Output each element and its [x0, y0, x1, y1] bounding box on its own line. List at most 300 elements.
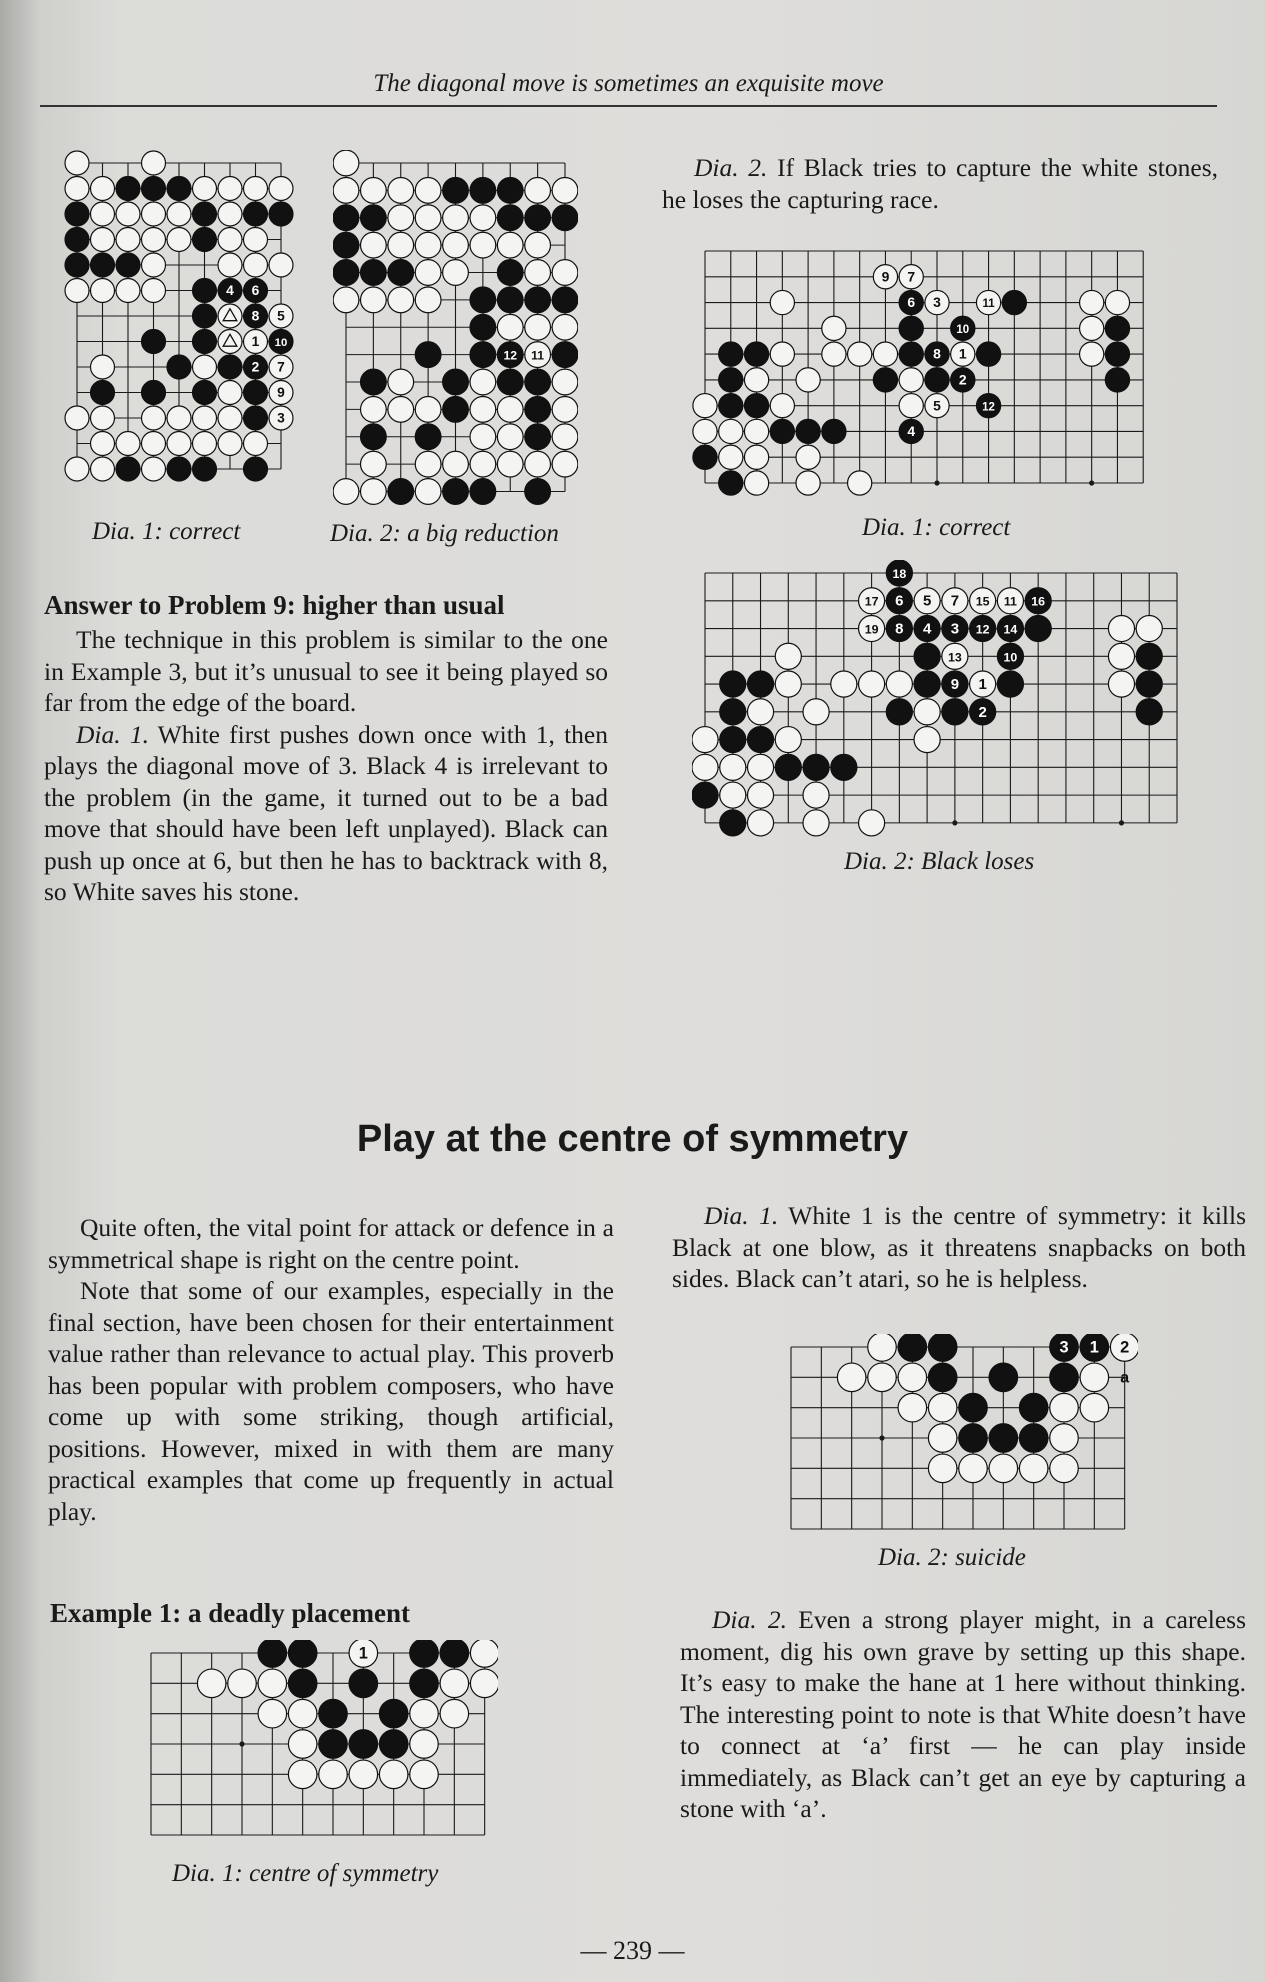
move-number: 4	[922, 620, 932, 638]
white-stone	[218, 432, 242, 456]
black-stone	[886, 699, 912, 725]
dia-ref: Dia. 2.	[712, 1605, 788, 1634]
black-stone	[1019, 1393, 1048, 1422]
black-stone	[989, 1363, 1018, 1392]
black-stone	[470, 342, 496, 368]
move-number: 1	[358, 1644, 368, 1663]
white-stone	[415, 287, 441, 313]
white-stone	[218, 381, 242, 405]
white-stone	[848, 471, 872, 495]
black-stone	[525, 424, 551, 450]
hoshi-point	[879, 1435, 884, 1440]
black-stone	[899, 316, 923, 340]
white-stone	[770, 394, 794, 418]
black-stone	[193, 381, 217, 405]
page-number: — 239 —	[580, 1936, 685, 1965]
white-stone	[837, 1363, 866, 1392]
move-number: 7	[907, 268, 916, 285]
black-stone	[693, 445, 717, 469]
black-stone	[361, 205, 387, 231]
go-board	[692, 238, 1190, 496]
white-stone	[244, 253, 268, 277]
white-stone	[692, 754, 718, 780]
white-stone	[415, 451, 441, 477]
black-stone	[719, 342, 743, 366]
white-stone	[258, 1669, 287, 1698]
black-stone	[989, 1424, 1018, 1453]
white-stone	[258, 1699, 287, 1728]
white-stone	[525, 260, 551, 286]
white-stone	[497, 232, 523, 258]
black-stone	[719, 368, 743, 392]
black-stone	[193, 304, 217, 328]
black-stone	[720, 727, 746, 753]
white-stone	[65, 151, 89, 175]
black-stone	[552, 205, 578, 231]
white-stone	[859, 671, 885, 697]
move-number: 17	[864, 594, 879, 609]
black-stone	[269, 202, 293, 226]
white-stone	[803, 782, 829, 808]
dia2-text	[662, 152, 1218, 215]
move-number: 4	[907, 423, 916, 440]
white-stone	[319, 1760, 348, 1789]
diagram-caption: Dia. 2: a big reduction	[330, 520, 559, 547]
paragraph-text: Even a strong player might, in a careless moment, dig his own grave by setting up this shape. It’s easy to make the hane at 1 here without thinking. The interesting point to note is that White doesn’t have to connect at ‘a’ first — he can play inside immediately, as Black can’t get an eye by capturing a stone with ‘a’.	[680, 1605, 1247, 1823]
white-stone	[747, 782, 773, 808]
black-stone	[803, 754, 829, 780]
white-stone	[218, 228, 242, 252]
black-stone	[1019, 1424, 1048, 1453]
move-number: 9	[881, 268, 890, 285]
move-number: 12	[982, 401, 995, 414]
black-stone	[925, 368, 949, 392]
black-stone	[928, 1363, 957, 1392]
white-stone	[288, 1699, 317, 1728]
move-number: 5	[922, 592, 932, 610]
hoshi-point	[239, 1741, 244, 1746]
white-stone	[747, 810, 773, 836]
white-stone	[796, 471, 820, 495]
white-stone	[388, 369, 414, 395]
white-stone	[899, 368, 923, 392]
white-stone	[388, 232, 414, 258]
move-number: 1	[958, 345, 967, 362]
black-stone	[720, 671, 746, 697]
black-stone	[942, 699, 968, 725]
move-number: 5	[277, 308, 285, 324]
black-stone	[443, 369, 469, 395]
black-stone	[747, 727, 773, 753]
black-stone	[747, 671, 773, 697]
white-stone	[361, 451, 387, 477]
black-stone	[415, 342, 441, 368]
white-stone	[552, 424, 578, 450]
white-stone	[333, 287, 359, 313]
move-number: 6	[895, 592, 904, 610]
white-stone	[91, 228, 115, 252]
white-stone	[65, 457, 89, 481]
black-stone	[379, 1699, 408, 1728]
white-stone	[959, 1454, 988, 1483]
white-stone	[142, 457, 166, 481]
white-stone	[868, 1334, 897, 1361]
black-stone	[415, 424, 441, 450]
white-stone	[1105, 290, 1129, 314]
white-stone	[822, 316, 846, 340]
black-stone	[410, 1669, 439, 1698]
white-stone	[747, 754, 773, 780]
white-stone	[873, 342, 897, 366]
black-stone	[959, 1393, 988, 1422]
white-stone	[497, 314, 523, 340]
black-stone	[244, 457, 268, 481]
black-stone	[91, 381, 115, 405]
white-stone	[1050, 1454, 1079, 1483]
white-stone	[333, 150, 359, 176]
black-stone	[1105, 316, 1129, 340]
black-stone	[1105, 342, 1129, 366]
white-stone	[288, 1730, 317, 1759]
white-stone	[193, 355, 217, 379]
paragraph-text: White 1 is the centre of symmetry: it kills Black at one blow, as it threatens snapbacks on both sides. Black can’t atari, so he is helpless.	[672, 1201, 1246, 1293]
black-stone	[719, 471, 743, 495]
white-stone	[440, 1699, 469, 1728]
paragraph: Note that some of our examples, especially in the final section, have been chosen for their entertainment value rather than relevance to actual play. This proverb has been popular with problem composers, who have come up with some striking, though artificial, positions. However, mixed in with them are many practical examples that come up frequently in actual play.	[48, 1276, 614, 1526]
white-stone	[1080, 1393, 1109, 1422]
black-stone	[497, 205, 523, 231]
white-stone	[193, 177, 217, 201]
move-number: 1	[251, 334, 260, 350]
black-stone	[258, 1640, 287, 1667]
black-stone	[244, 406, 268, 430]
white-stone	[775, 727, 801, 753]
move-number: 15	[975, 594, 990, 609]
black-stone	[873, 368, 897, 392]
black-stone	[349, 1730, 378, 1759]
white-stone	[1019, 1454, 1048, 1483]
white-stone	[552, 178, 578, 204]
move-number: 8	[251, 308, 260, 324]
black-stone	[288, 1640, 317, 1667]
black-stone	[167, 355, 191, 379]
black-stone	[361, 424, 387, 450]
white-stone	[218, 406, 242, 430]
white-stone	[775, 643, 801, 669]
white-stone	[868, 1363, 897, 1392]
black-stone	[470, 479, 496, 505]
black-stone	[719, 394, 743, 418]
black-stone	[959, 1424, 988, 1453]
white-stone	[744, 471, 768, 495]
white-stone	[693, 394, 717, 418]
white-stone	[470, 232, 496, 258]
black-stone	[470, 314, 496, 340]
black-stone	[388, 479, 414, 505]
move-number: 2	[251, 359, 260, 375]
diagram-caption: Dia. 2: Black loses	[844, 848, 1035, 875]
diagram-caption: Dia. 1: correct	[92, 518, 241, 545]
white-stone	[142, 253, 166, 277]
white-stone	[720, 782, 746, 808]
white-stone	[525, 451, 551, 477]
black-stone	[1002, 290, 1026, 314]
white-stone	[848, 342, 872, 366]
white-stone	[91, 457, 115, 481]
go-board	[692, 560, 1190, 838]
white-stone	[443, 205, 469, 231]
point-label: a	[1120, 1369, 1130, 1387]
white-stone	[744, 419, 768, 443]
move-number: 5	[933, 397, 941, 414]
hoshi-point	[1089, 480, 1094, 485]
black-stone	[193, 279, 217, 303]
diagram-caption: Dia. 2: suicide	[878, 1544, 1026, 1571]
white-stone	[747, 699, 773, 725]
black-stone	[775, 754, 801, 780]
black-stone	[65, 228, 89, 252]
white-stone	[525, 178, 551, 204]
black-stone	[1025, 615, 1051, 641]
black-stone	[361, 369, 387, 395]
white-stone	[1050, 1393, 1079, 1422]
black-stone	[928, 1334, 957, 1361]
white-stone	[1080, 1363, 1109, 1392]
white-stone	[552, 260, 578, 286]
white-stone	[218, 177, 242, 201]
white-stone	[167, 202, 191, 226]
white-stone	[142, 432, 166, 456]
white-stone	[361, 232, 387, 258]
white-stone	[218, 202, 242, 226]
white-stone	[1108, 643, 1134, 669]
white-stone	[928, 1424, 957, 1453]
white-stone	[65, 406, 89, 430]
white-stone	[552, 369, 578, 395]
white-stone	[470, 205, 496, 231]
go-board	[778, 1334, 1138, 1542]
black-stone	[831, 754, 857, 780]
white-stone	[1108, 615, 1134, 641]
white-stone	[333, 178, 359, 204]
white-stone	[333, 479, 359, 505]
intro-text	[48, 1212, 614, 1527]
white-stone	[65, 177, 89, 201]
white-stone	[1050, 1424, 1079, 1453]
white-stone	[822, 342, 846, 366]
white-stone	[552, 451, 578, 477]
white-stone	[269, 253, 293, 277]
diagram-caption: Dia. 1: centre of symmetry	[172, 1860, 439, 1887]
move-number: 16	[1031, 594, 1046, 609]
black-stone	[914, 643, 940, 669]
black-stone	[319, 1699, 348, 1728]
black-stone	[443, 178, 469, 204]
white-stone	[898, 1363, 927, 1392]
black-stone	[997, 671, 1023, 697]
white-stone	[388, 178, 414, 204]
white-stone	[361, 287, 387, 313]
black-stone	[193, 228, 217, 252]
white-stone	[719, 419, 743, 443]
white-stone	[914, 699, 940, 725]
white-stone	[720, 754, 746, 780]
white-stone	[361, 178, 387, 204]
black-stone	[470, 178, 496, 204]
white-stone	[361, 479, 387, 505]
white-stone	[116, 432, 140, 456]
black-stone	[333, 232, 359, 258]
white-stone	[167, 432, 191, 456]
hoshi-point	[952, 820, 957, 825]
white-stone	[415, 232, 441, 258]
white-stone	[116, 228, 140, 252]
white-stone	[470, 424, 496, 450]
white-stone	[388, 287, 414, 313]
paragraph: Quite often, the vital point for attack or defence in a symmetrical shape is right on the centre point.	[48, 1213, 614, 1274]
white-stone	[744, 445, 768, 469]
white-stone	[65, 279, 89, 303]
black-stone	[91, 253, 115, 277]
white-stone	[803, 810, 829, 836]
move-number: 12	[975, 622, 990, 637]
move-number: 1	[1089, 1338, 1099, 1357]
dia-ref: Dia. 1.	[76, 719, 149, 749]
black-stone	[116, 457, 140, 481]
black-stone	[193, 202, 217, 226]
move-number: 4	[226, 283, 234, 299]
black-stone	[379, 1730, 408, 1759]
move-number: 18	[892, 566, 907, 581]
white-stone	[142, 279, 166, 303]
black-stone	[167, 177, 191, 201]
move-number: 7	[950, 592, 960, 610]
black-stone	[976, 342, 1000, 366]
white-stone	[775, 671, 801, 697]
black-stone	[443, 479, 469, 505]
white-stone	[989, 1454, 1018, 1483]
black-stone	[1136, 699, 1162, 725]
black-stone	[470, 287, 496, 313]
white-stone	[831, 671, 857, 697]
white-stone	[415, 260, 441, 286]
black-stone	[497, 369, 523, 395]
black-stone	[244, 381, 268, 405]
black-stone	[440, 1640, 469, 1667]
white-stone	[142, 228, 166, 252]
board-grid	[705, 573, 1177, 823]
black-stone	[1050, 1363, 1079, 1392]
white-stone	[525, 232, 551, 258]
move-number: 2	[1120, 1338, 1130, 1357]
white-stone	[443, 232, 469, 258]
white-stone	[470, 369, 496, 395]
white-stone	[269, 177, 293, 201]
black-stone	[244, 202, 268, 226]
black-stone	[552, 342, 578, 368]
move-number: 7	[277, 359, 285, 375]
black-stone	[497, 178, 523, 204]
white-stone	[288, 1760, 317, 1789]
white-stone	[142, 202, 166, 226]
black-stone	[116, 177, 140, 201]
black-stone	[410, 1640, 439, 1667]
white-stone	[1136, 615, 1162, 641]
black-stone	[899, 342, 923, 366]
move-number: 10	[956, 323, 970, 336]
paragraph-text: White first pushes down once with 1, then plays the diagonal move of 3. Black 4 is irrelevant to the problem (in the game, it turned out to be a bad move that should have been left unplayed). Black can push up once at 6, but then he has to backtrack with 8, so White saves his stone.	[44, 719, 608, 906]
black-stone	[744, 342, 768, 366]
white-stone	[116, 279, 140, 303]
move-number: 9	[950, 676, 960, 694]
white-stone	[91, 177, 115, 201]
white-stone	[379, 1760, 408, 1789]
white-stone	[719, 445, 743, 469]
white-stone	[349, 1760, 378, 1789]
black-stone	[770, 419, 794, 443]
white-stone	[415, 205, 441, 231]
board-grid	[705, 251, 1143, 483]
white-stone	[193, 432, 217, 456]
black-stone	[744, 394, 768, 418]
move-number: 8	[933, 345, 941, 362]
white-stone	[497, 397, 523, 423]
move-number: 9	[277, 385, 285, 401]
black-stone	[1136, 643, 1162, 669]
move-number: 3	[950, 620, 960, 638]
white-stone	[525, 314, 551, 340]
black-stone	[65, 202, 89, 226]
white-stone	[552, 397, 578, 423]
paragraph: The technique in this problem is similar to the one in Example 3, but it’s unusual to see it being played so far from the edge of the board.	[44, 625, 608, 717]
white-stone	[744, 368, 768, 392]
white-stone	[796, 368, 820, 392]
move-number: 13	[947, 650, 962, 665]
white-stone	[928, 1393, 957, 1422]
move-number: 3	[933, 294, 941, 311]
white-stone	[470, 1669, 498, 1698]
white-stone	[218, 253, 242, 277]
black-stone	[193, 457, 217, 481]
black-stone	[361, 260, 387, 286]
black-stone	[525, 205, 551, 231]
paragraph-text: If Black tries to capture the white stones, he loses the capturing race.	[662, 153, 1219, 214]
white-stone	[443, 451, 469, 477]
white-stone	[142, 151, 166, 175]
white-stone	[91, 355, 115, 379]
black-stone	[525, 397, 551, 423]
black-stone	[388, 260, 414, 286]
white-stone	[142, 406, 166, 430]
move-number: 12	[503, 348, 518, 363]
black-stone	[822, 419, 846, 443]
move-number: 3	[1059, 1338, 1069, 1357]
move-number: 11	[982, 298, 995, 311]
black-stone	[525, 479, 551, 505]
black-stone	[497, 287, 523, 313]
dia-ref: Dia. 2.	[694, 153, 768, 182]
go-board	[333, 150, 578, 512]
move-number: 11	[531, 348, 545, 363]
black-stone	[525, 287, 551, 313]
white-stone	[692, 727, 718, 753]
white-stone	[244, 432, 268, 456]
white-stone	[197, 1669, 226, 1698]
white-stone	[388, 205, 414, 231]
white-stone	[415, 479, 441, 505]
white-stone	[443, 260, 469, 286]
white-stone	[898, 1393, 927, 1422]
